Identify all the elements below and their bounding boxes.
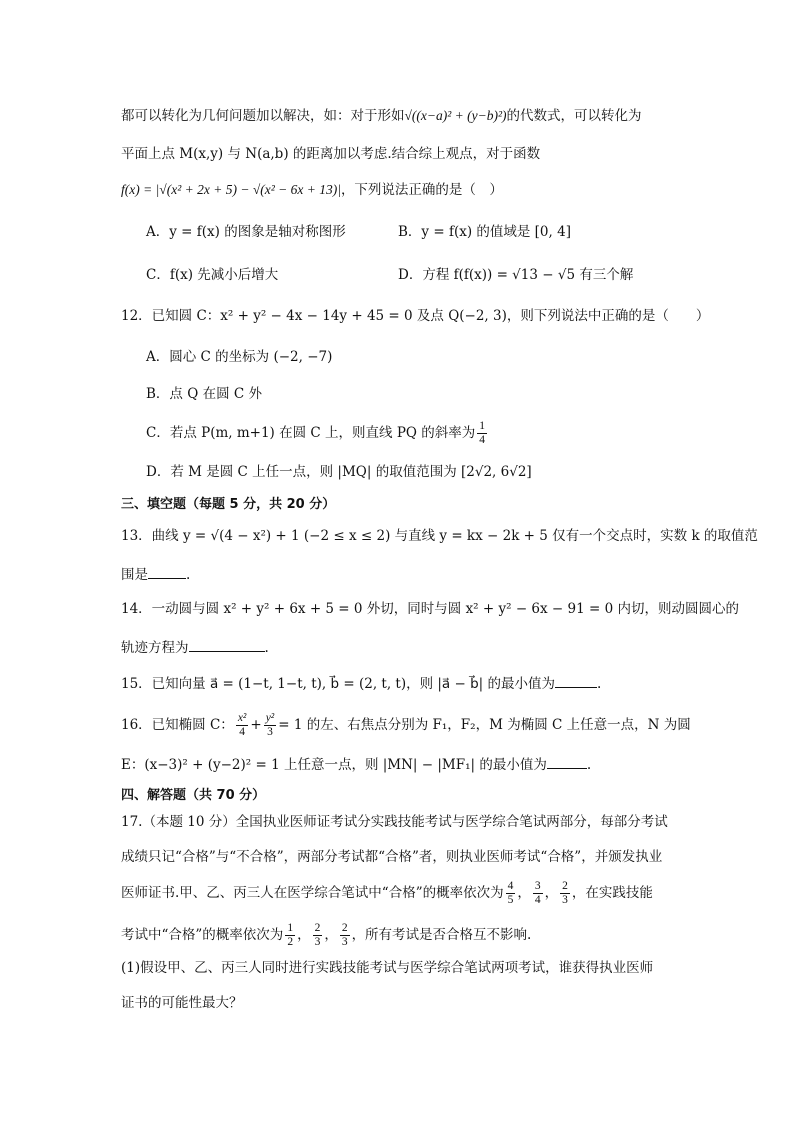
q16-text: 16．已知椭圆 C： [121,717,234,733]
q13-line-2 [121,564,190,585]
q14-text: 轨迹方程为 [121,640,189,656]
fraction-2-3 [560,880,570,907]
fraction-y2-over-3 [264,712,277,739]
fraction-numerator: 1 [479,420,486,432]
q16-line-1 [121,712,691,739]
q11-text: 的代数式，可以转化为 [506,108,642,124]
fraction-2-3 [313,922,323,949]
fraction-numerator: 4 [507,880,514,892]
period: . [186,567,191,583]
answer-blank [148,564,186,579]
q11-function-definition: f(x) = |√(x² + 2x + 5) − √(x² − 6x + 13)| [121,182,341,197]
section-3-heading: 三、填空题（每题 5 分，共 20 分） [121,497,336,512]
q11-question-text: ，下列说法正确的是（ ） [340,182,503,198]
q15-line [121,673,601,694]
section-4-heading: 四、解答题（共 70 分） [121,788,266,803]
fraction-numerator: x² [237,712,247,724]
q16-line-2 [121,754,591,775]
fraction-x2-over-4 [236,712,249,739]
fraction-denominator: 3 [267,726,273,738]
q11-intro-line-2: 平面上点 M(x,y) 与 N(a,b) 的距离加以考虑.结合综上观点，对于函数 [121,146,541,162]
q17-part1-line-1: (1)假设甲、乙、丙三人同时进行实践技能考试与医学综合笔试两项考试，谁获得执业医师 [121,960,654,976]
q12-option-d: D．若 M 是圆 C 上任一点，则 |MQ| 的取值范围为 [2√2, 6√2] [146,464,532,480]
q12-option-b: B．点 Q 在圆 C 外 [146,386,262,402]
q11-option-b: B．y = f(x) 的值域是 [0, 4] [398,224,571,240]
answer-blank [189,637,265,652]
q16-text: E：(x−3)² + (y−2)² = 1 上任意一点，则 |MN| − |MF₁| 的最小值为 [121,757,547,773]
comma: ， [517,885,531,901]
answer-blank [555,673,597,688]
q15-text: 15．已知向量 a⃗ = (1−t, 1−t, t), b⃗ = (2, t, t)，则 |a⃗ − b⃗| 的最小值为 [121,676,556,692]
q17-text: 医师证书.甲、乙、丙三人在医学综合笔试中“合格”的概率依次为 [121,885,504,901]
fraction-numerator: 2 [562,880,568,892]
q17-line-3 [121,880,653,907]
fraction-denominator: 3 [314,936,321,948]
fraction-denominator: 3 [341,936,348,948]
q11-text: 都可以转化为几何问题加以解决，如：对于形如 [121,108,405,124]
fraction-1-2 [285,922,295,949]
q14-line-1: 14．一动圆与圆 x² + y² + 6x + 5 = 0 外切，同时与圆 x² + y² − 6x − 91 = 0 内切，则动圆圆心的 [121,601,739,617]
fraction-denominator: 5 [507,894,514,906]
fraction-3-4 [533,880,543,907]
comma: ， [324,927,338,943]
fraction-2-3 [340,922,350,949]
q11-option-d: D．方程 f(f(x)) = √13 − √5 有三个解 [398,267,634,283]
q13-text: 围是 [121,567,148,583]
q12-option-c [146,420,489,447]
q11-function-line [121,180,503,200]
fraction-numerator: 2 [341,922,348,934]
plus-sign: + [250,717,262,733]
fraction-denominator: 2 [287,936,294,948]
period: . [586,757,592,773]
q17-line-1: 17.（本题 10 分）全国执业医师证考试分实践技能考试与医学综合笔试两部分，每部分考试 [121,814,668,830]
comma: ， [544,885,559,901]
period: . [597,676,602,692]
q17-text: ，所有考试是否合格互不影响. [351,927,532,943]
q17-text: 考试中“合格”的概率依次为 [121,927,284,943]
fraction-numerator: y² [265,712,275,724]
q11-sqrt-expression: √((x−a)² + (y−b)²) [404,108,507,123]
fraction-denominator: 4 [239,726,245,738]
fraction-numerator: 1 [287,922,294,934]
fraction-one-quarter [477,420,487,447]
q11-intro-line-1 [121,106,642,126]
q13-line-1: 13．曲线 y = √(4 − x²) + 1 (−2 ≤ x ≤ 2) 与直线 y = kx − 2k + 5 仅有一个交点时，实数 k 的取值范 [121,528,758,544]
answer-blank [547,754,587,769]
q12-option-c-text: C．若点 P(m, m+1) 在圆 C 上，则直线 PQ 的斜率为 [146,425,476,441]
fraction-denominator: 3 [562,894,568,906]
fraction-denominator: 4 [534,894,541,906]
q11-option-c: C．f(x) 先减小后增大 [146,267,279,283]
q17-part1-line-2: 证书的可能性最大？ [121,995,243,1011]
q12-option-a: A．圆心 C 的坐标为 (−2, −7) [146,349,333,365]
q17-text: ，在实践技能 [571,885,653,901]
q17-line-4 [121,922,531,949]
q17-line-2: 成绩只记“合格”与“不合格”，两部分考试都“合格”者，则执业医师考试“合格”，并颁发执业 [121,849,663,865]
q14-line-2 [121,637,269,658]
fraction-numerator: 2 [314,922,321,934]
fraction-numerator: 3 [534,880,541,892]
q16-text: = 1 的左、右焦点分别为 F₁，F₂，M 为椭圆 C 上任意一点，N 为圆 [278,717,691,733]
q12-stem: 12．已知圆 C：x² + y² − 4x − 14y + 45 = 0 及点 Q(−2, 3)，则下列说法中正确的是（ ） [121,308,710,324]
period: . [264,640,269,656]
fraction-4-5 [506,880,516,907]
comma: ， [297,927,311,943]
q11-option-a: A．y = f(x) 的图象是轴对称图形 [146,224,346,240]
fraction-denominator: 4 [479,434,486,446]
